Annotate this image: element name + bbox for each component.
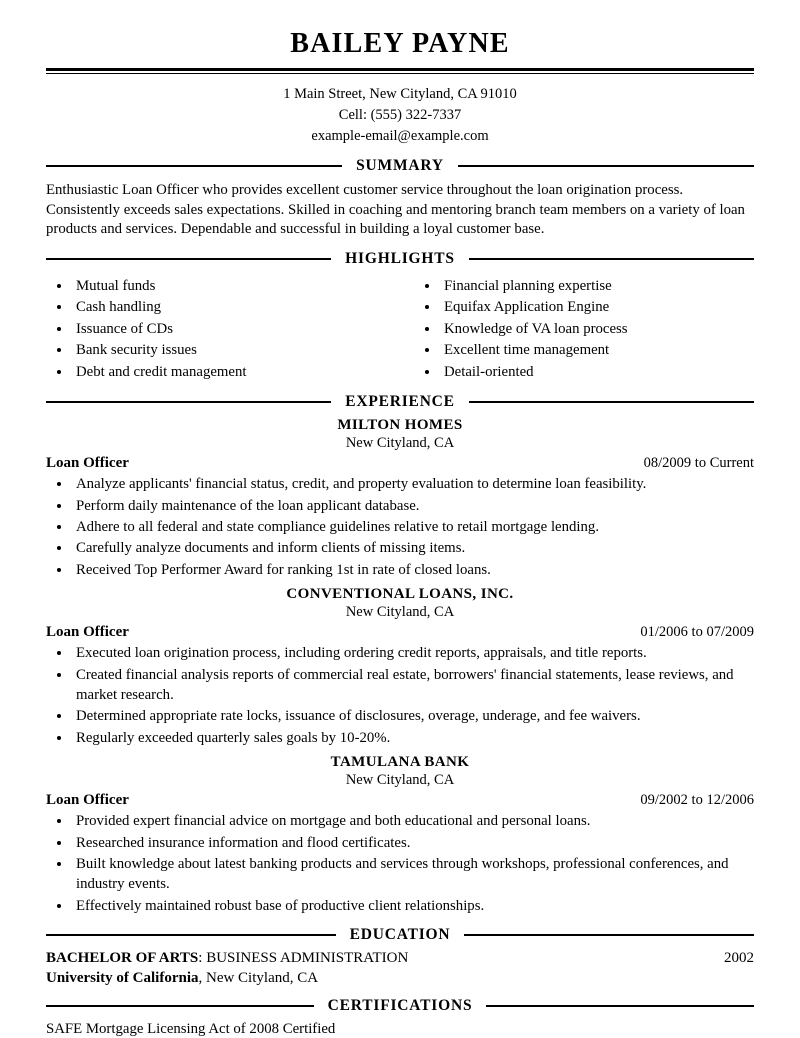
section-header-highlights bbox=[46, 250, 754, 268]
education-degree-rest: : BUSINESS ADMINISTRATION bbox=[198, 950, 409, 967]
section-title-education: EDUCATION bbox=[349, 926, 451, 944]
job-bullets bbox=[46, 643, 754, 748]
section-rule-left bbox=[46, 401, 331, 403]
job-dates: 08/2009 to Current bbox=[643, 455, 754, 472]
education-school bbox=[46, 970, 318, 987]
list-item: • Effectively maintained robust base of productive client relationships. bbox=[72, 896, 754, 916]
employer-name: TAMULANA BANK bbox=[330, 754, 470, 771]
list-item: • Executed loan origination process, including ordering credit reports, appraisals, and title reports. bbox=[72, 643, 754, 663]
education-degree-row bbox=[46, 950, 754, 967]
job-title-row bbox=[46, 792, 754, 809]
contact-block bbox=[46, 84, 754, 147]
list-item: • Financial planning expertise bbox=[440, 276, 754, 296]
section-rule-right bbox=[469, 401, 754, 403]
certification-text: SAFE Mortgage Licensing Act of 2008 Certified bbox=[46, 1021, 336, 1038]
list-item: • Adhere to all federal and state compliance guidelines relative to retail mortgage lending. bbox=[72, 517, 754, 537]
list-item: • Bank security issues bbox=[72, 340, 400, 360]
resume-header bbox=[46, 28, 754, 147]
header-rule-thick bbox=[46, 68, 754, 71]
list-item: • Mutual funds bbox=[72, 276, 400, 296]
section-rule-left bbox=[46, 258, 331, 260]
highlights-list-right bbox=[414, 276, 754, 382]
section-rule-right bbox=[486, 1005, 754, 1007]
section-rule-left bbox=[46, 1005, 314, 1007]
list-item: • Debt and credit management bbox=[72, 362, 400, 382]
list-item: • Created financial analysis reports of commercial real estate, borrowers' financial statements, lease reviews, and market research. bbox=[72, 665, 754, 706]
job-title: Loan Officer bbox=[46, 624, 129, 641]
job-dates: 01/2006 to 07/2009 bbox=[640, 624, 754, 641]
section-rule-right bbox=[464, 934, 754, 936]
highlights-columns bbox=[46, 274, 754, 383]
employer-name: MILTON HOMES bbox=[337, 417, 463, 434]
list-item: • Equifax Application Engine bbox=[440, 297, 754, 317]
section-title-experience: EXPERIENCE bbox=[345, 393, 455, 411]
list-item: • Carefully analyze documents and inform clients of missing items. bbox=[72, 538, 754, 558]
list-item: • Issuance of CDs bbox=[72, 319, 400, 339]
job-bullets bbox=[46, 474, 754, 580]
section-title-summary: SUMMARY bbox=[356, 157, 444, 175]
employer-location: New Cityland, CA bbox=[345, 435, 455, 452]
list-item: • Knowledge of VA loan process bbox=[440, 319, 754, 339]
highlights-column-left bbox=[46, 274, 400, 383]
candidate-name: BAILEY PAYNE bbox=[290, 28, 510, 59]
contact-address: 1 Main Street, New Cityland, CA 91010 bbox=[283, 86, 517, 102]
list-item: • Built knowledge about latest banking products and services through workshops, professional conferences, and industry events. bbox=[72, 854, 754, 895]
job-dates: 09/2002 to 12/2006 bbox=[640, 792, 754, 809]
section-header-summary bbox=[46, 157, 754, 175]
employer-location: New Cityland, CA bbox=[345, 604, 455, 621]
list-item: • Determined appropriate rate locks, issuance of disclosures, overage, underage, and fee waivers. bbox=[72, 706, 754, 726]
education-school-rest: , New Cityland, CA bbox=[198, 970, 319, 987]
section-rule-right bbox=[458, 165, 754, 167]
highlights-list-left bbox=[46, 276, 400, 382]
section-header-education bbox=[46, 926, 754, 944]
list-item: • Analyze applicants' financial status, credit, and property evaluation to determine loan feasibility. bbox=[72, 474, 754, 494]
summary-text: Enthusiastic Loan Officer who provides excellent customer service throughout the loan origination process. Consistently exceeds sales expectations. Skilled in coaching and mentoring branch team members on a variety of loan products and services. Dependable and successful in building a loyal customer base. bbox=[46, 182, 745, 238]
highlights-column-right bbox=[400, 274, 754, 383]
section-title-highlights: HIGHLIGHTS bbox=[345, 250, 455, 268]
job-title-row bbox=[46, 455, 754, 472]
section-rule-left bbox=[46, 165, 342, 167]
experience-entry bbox=[46, 754, 754, 916]
education-degree-bold: BACHELOR OF ARTS bbox=[46, 950, 199, 967]
employer-location: New Cityland, CA bbox=[345, 772, 455, 789]
job-title-row bbox=[46, 624, 754, 641]
contact-email: example-email@example.com bbox=[311, 128, 489, 145]
section-rule-left bbox=[46, 934, 336, 936]
education-school-bold: University of California bbox=[46, 970, 199, 987]
header-rule-thin bbox=[46, 73, 754, 74]
section-header-experience bbox=[46, 393, 754, 411]
list-item: • Perform daily maintenance of the loan applicant database. bbox=[72, 496, 754, 516]
list-item: • Cash handling bbox=[72, 297, 400, 317]
education-school-row bbox=[46, 970, 754, 987]
section-rule-right bbox=[469, 258, 754, 260]
list-item: • Provided expert financial advice on mortgage and both educational and personal loans. bbox=[72, 811, 754, 831]
education-degree bbox=[46, 950, 408, 967]
contact-phone: Cell: (555) 322-7337 bbox=[338, 107, 462, 124]
list-item: • Received Top Performer Award for ranking 1st in rate of closed loans. bbox=[72, 560, 754, 580]
experience-entry bbox=[46, 417, 754, 580]
section-title-certifications: CERTIFICATIONS bbox=[327, 997, 473, 1015]
job-bullets bbox=[46, 811, 754, 916]
job-title: Loan Officer bbox=[46, 455, 129, 472]
job-title: Loan Officer bbox=[46, 792, 129, 809]
education-year: 2002 bbox=[724, 950, 754, 967]
experience-entry bbox=[46, 586, 754, 748]
list-item: • Detail-oriented bbox=[440, 362, 754, 382]
list-item: • Researched insurance information and flood certificates. bbox=[72, 833, 754, 853]
list-item: • Regularly exceeded quarterly sales goals by 10-20%. bbox=[72, 728, 754, 748]
employer-name: CONVENTIONAL LOANS, INC. bbox=[286, 586, 514, 603]
list-item: • Excellent time management bbox=[440, 340, 754, 360]
section-header-certifications bbox=[46, 997, 754, 1015]
